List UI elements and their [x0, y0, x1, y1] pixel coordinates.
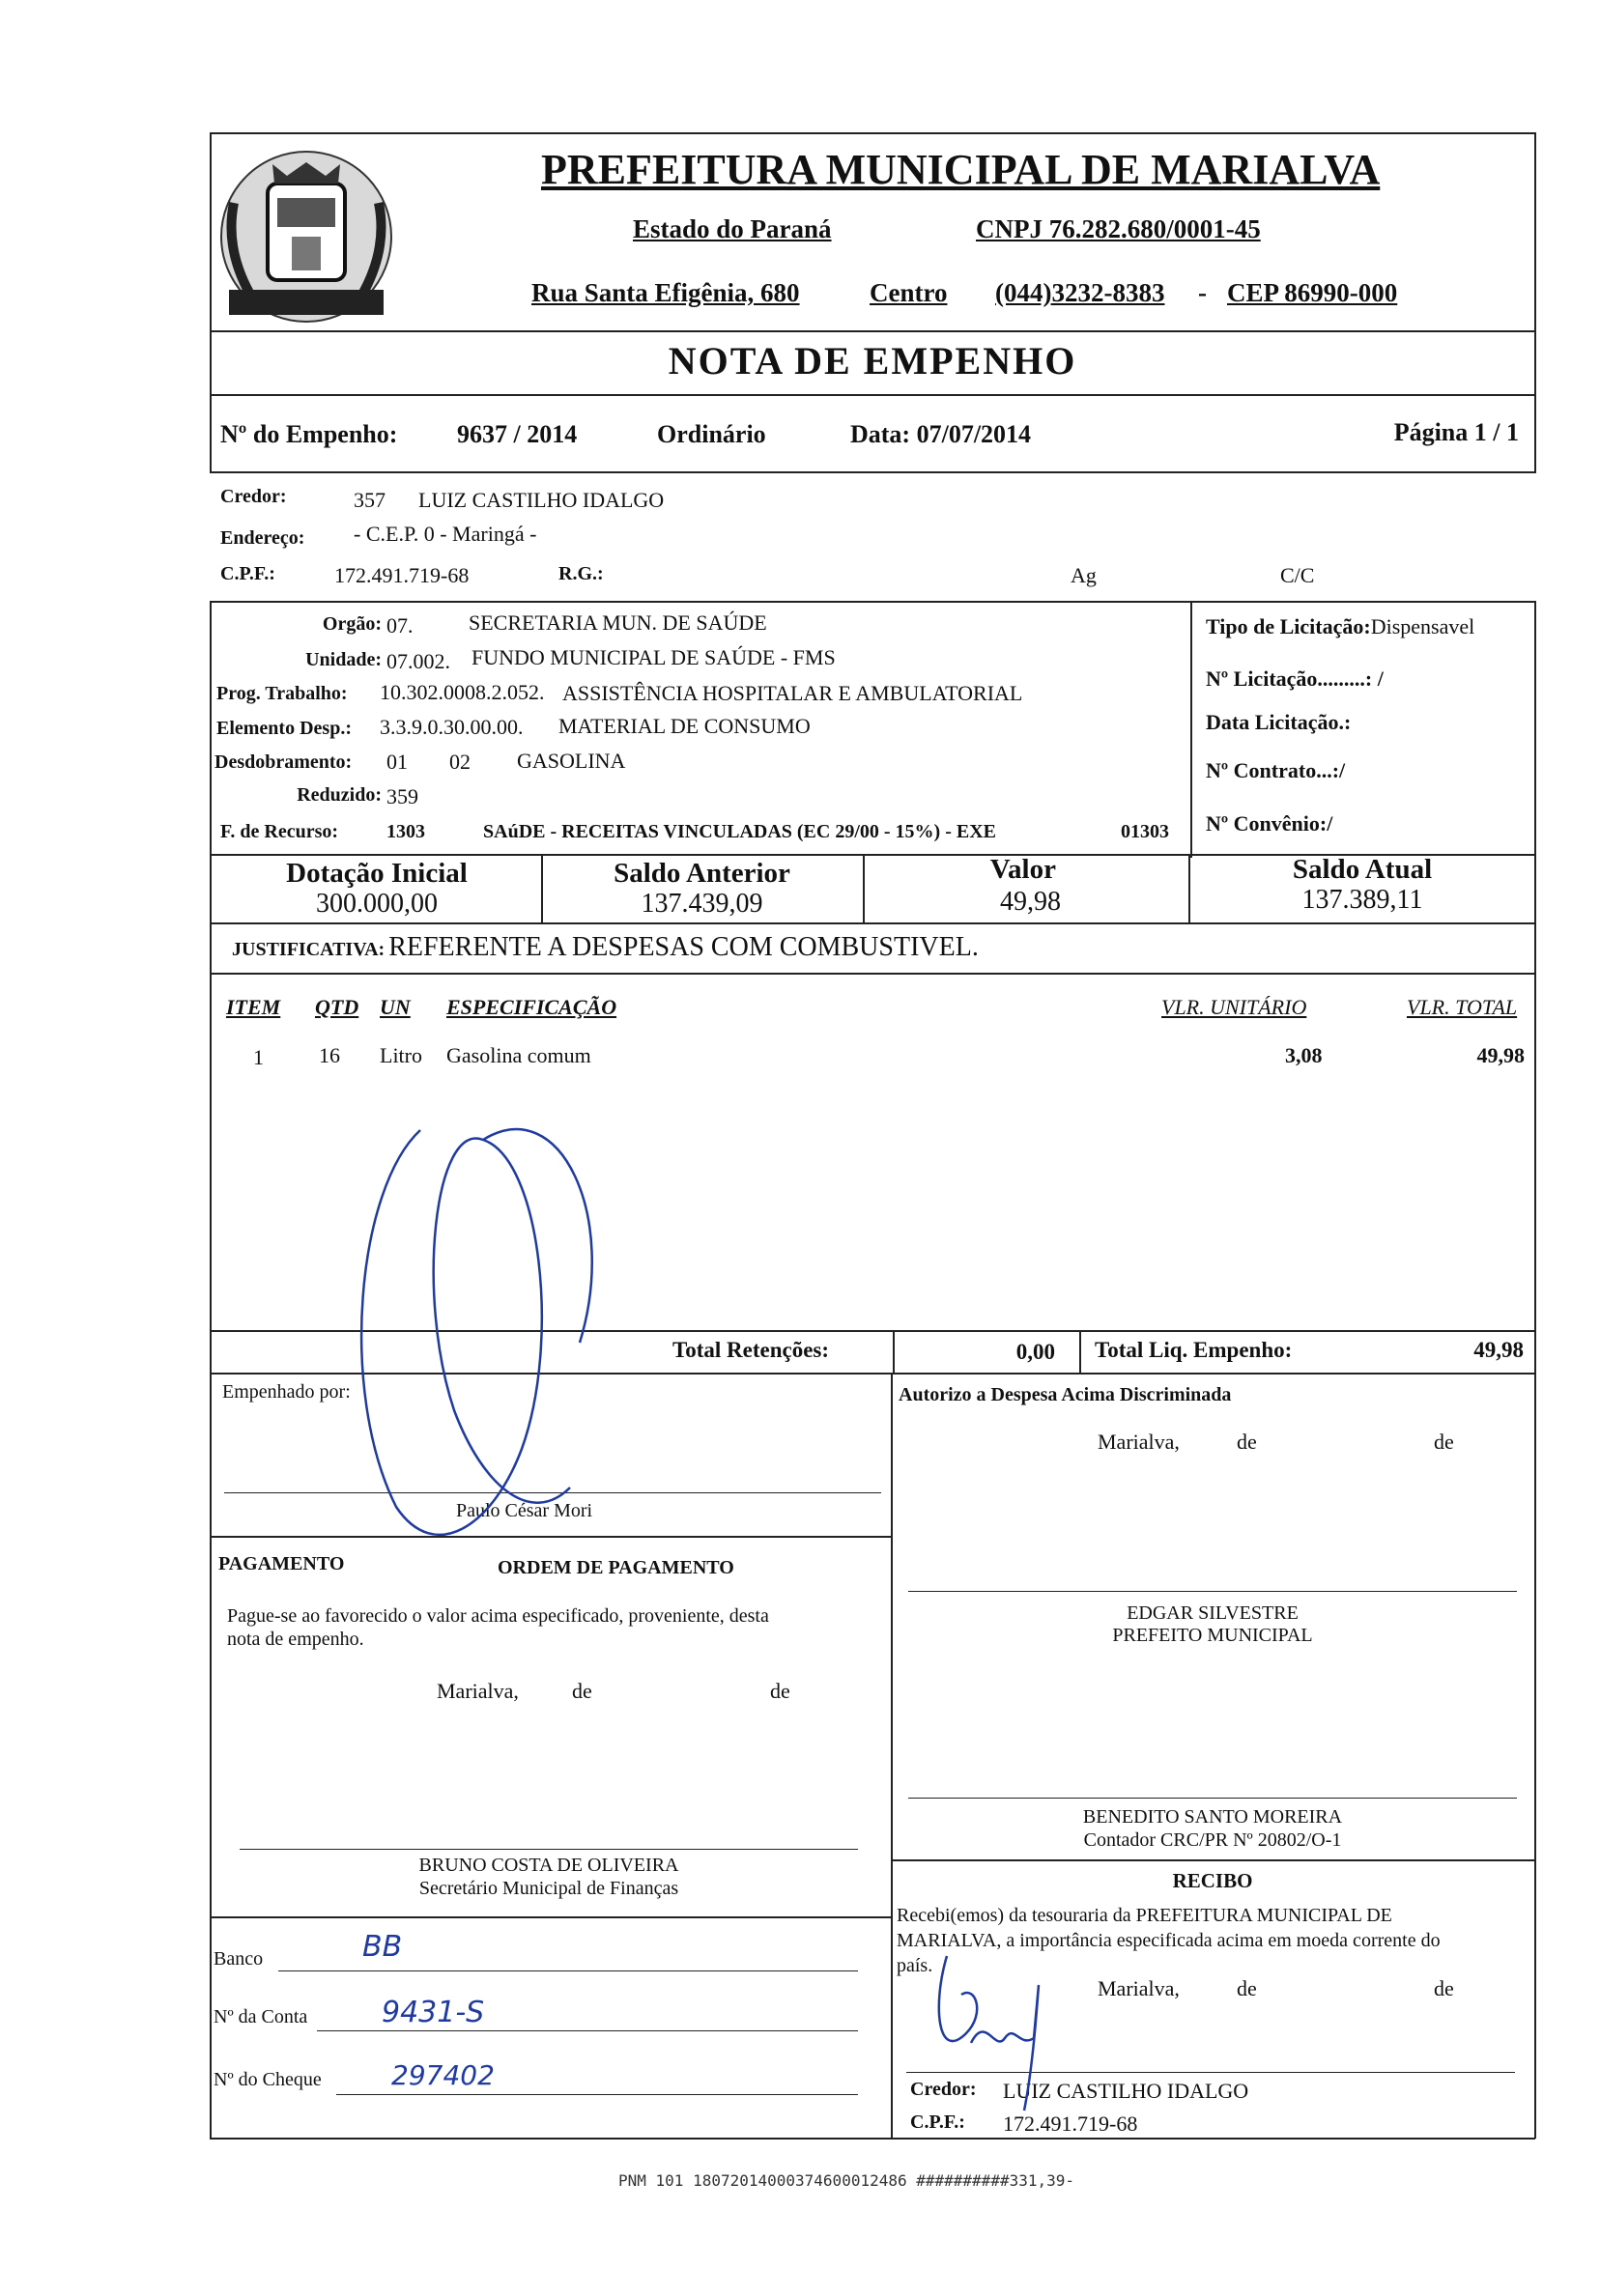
endereco-label: Endereço:	[220, 527, 305, 549]
credor-nome: LUIZ CASTILHO IDALGO	[418, 488, 665, 512]
recibo-texto-3: país.	[897, 1955, 933, 1976]
credor-endereco: - C.E.P. 0 - Maringá -	[354, 522, 537, 546]
elemento-nome: MATERIAL DE CONSUMO	[558, 714, 811, 738]
ordem-texto-2: nota de empenho.	[227, 1629, 364, 1650]
recibo-de-2: de	[1434, 1976, 1454, 2000]
saldo-anterior: 137.439,09	[641, 889, 763, 919]
recibo-titulo: RECIBO	[1172, 1869, 1253, 1892]
cnpj: CNPJ 76.282.680/0001-45	[976, 214, 1261, 243]
convenio: Nº Convênio:/	[1206, 811, 1333, 836]
ordem-texto-1: Pague-se ao favorecido o valor acima especificado, proveniente, desta	[227, 1605, 769, 1627]
prog-cod: 10.302.0008.2.052.	[380, 680, 545, 704]
desdobramento-label: Desdobramento:	[214, 751, 353, 773]
justificativa-texto: REFERENTE A DESPESAS COM COMBUSTIVEL.	[388, 932, 979, 962]
page: PREFEITURA MUNICIPAL DE MARIALVA Estado do Paraná CNPJ 76.282.680/0001-45 Rua Santa Efigênia, 680 Centro (044)3232-8383 - CEP 86990-000 NOTA DE EMPENHO Nº do Empenho: 9637 / 2014 Ordinário Data: 07/07/2014 Página 1 / 1 Credor: 357 LUIZ CASTILHO IDALGO Endereço: - C.E.P. 0 - Maringá - C.P.F.: 172.491.719-68 R.G.: Ag C/C Orgão: 07. SECRETARIA MUN. DE SAÚDE Unidade: 07.002. FUNDO MUNICIPAL DE SAÚDE - FMS Prog. Trabalho: 10.302.0008.2.052. ASSISTÊNCIA HOSPITALAR E AMBULATORIAL Elemento Desp.: 3.3.9.0.30.00.00. MATERIAL DE CONSUMO Desdobramento: 01 02 GASOLINA Reduzido: 359 F. de Recurso: 1303 SAúDE - RECEITAS VINCULADAS (EC 29/00 - 15%) - EXE 01303 Tipo de Licitação:Dispensavel Nº Licitação.........: / Data Licitação.: Nº Contrato...:/ Nº Convênio:/ Dotação Inicial 300.000,00 Saldo Anterior 137.439,09 Valor 49,98 Saldo Atual 137.389,11 JUSTIFICATIVA: REFERENTE A DESPESAS COM COMBUSTIVEL. ITEM QTD UN ESPECIFICAÇÃO VLR. UNITÁRIO VLR. TOTAL 1 16 Litro Gasolina comum 3,08 49,98 Total Retenções: 0,00 Total Liq. Empenho: 49,98 Empenhado por: Paulo César Mori PAGAMENTO ORDEM DE PAGAMENTO Pague-se ao favorecido o valor acima especificado, proveniente, desta nota de empenho. Marialva, de de BRUNO COSTA DE OLIVEIRA Secretário Municipal de Finanças Banco BB Nº da Conta 9431-S Nº do Cheque 297402 Autorizo a Despesa Acima Discriminada Marialva, de de EDGAR SILVESTRE PREFEITO MUNICIPAL BENEDITO SANTO MOREIRA Contador CRC/PR Nº 20802/O-1 RECIBO Recebi(emos) da tesouraria da PREFEITURA MUNICIPAL DE MARIALVA, a importância especificada acima em moeda corrente do país. Marialva, de de Credor: LUIZ CASTILHO IDALGO C.P.F.: 172.491.719-68 PNM 101 18072014000374600012486 ##########331,39-	[0, 0, 1600, 2296]
endereco-prefeitura: Rua Santa Efigênia, 680	[531, 278, 800, 307]
brasao-emblem	[214, 145, 398, 338]
tipo-licitacao-label: Tipo de Licitação:	[1206, 614, 1371, 638]
recibo-cpf-label: C.P.F.:	[910, 2112, 965, 2133]
conta-valor: 9431-S	[382, 1996, 485, 2029]
prog-label: Prog. Trabalho:	[216, 683, 348, 704]
saldo-atual: 137.389,11	[1301, 885, 1423, 915]
unidade-label: Unidade:	[305, 649, 382, 670]
empenho-pagina: Página 1 / 1	[1393, 418, 1519, 446]
recibo-texto-1: Recebi(emos) da tesouraria da PREFEITURA MUNICIPAL DE	[897, 1905, 1392, 1926]
col-vlr-total: VLR. TOTAL	[1407, 995, 1518, 1019]
orgao-label: Orgão:	[322, 613, 382, 635]
conta-label: Nº da Conta	[214, 2006, 308, 2027]
prog-nome: ASSISTÊNCIA HOSPITALAR E AMBULATORIAL	[562, 681, 1023, 705]
row-espec: Gasolina comum	[446, 1043, 591, 1067]
autorizo-cidade: Marialva,	[1098, 1430, 1180, 1454]
cheque-label: Nº do Cheque	[214, 2069, 322, 2090]
desd-nome: GASOLINA	[517, 749, 626, 773]
recurso-label: F. de Recurso:	[220, 821, 339, 842]
cep: CEP 86990-000	[1227, 278, 1398, 307]
secretario-cargo: Secretário Municipal de Finanças	[418, 1878, 679, 1899]
orgao-nome: SECRETARIA MUN. DE SAÚDE	[469, 610, 767, 635]
banco-label: Banco	[214, 1948, 264, 1970]
banco-valor: BB	[362, 1930, 403, 1964]
ordem-pagamento-label: ORDEM DE PAGAMENTO	[498, 1557, 734, 1578]
autorizo-de-1: de	[1237, 1430, 1257, 1454]
recibo-texto-2: MARIALVA, a importância especificada acima em moeda corrente do	[897, 1930, 1441, 1951]
prefeito-cargo: PREFEITO MUNICIPAL	[1112, 1625, 1313, 1646]
reduzido: 359	[386, 784, 418, 808]
recurso-cod2: 01303	[1121, 821, 1169, 842]
autorizo-de-2: de	[1434, 1430, 1454, 1454]
desd-2: 02	[449, 750, 471, 774]
tipo-licitacao: Dispensavel	[1370, 614, 1475, 638]
credor-label: Credor:	[220, 486, 287, 507]
row-un: Litro	[380, 1043, 422, 1067]
valor-label: Valor	[989, 854, 1056, 885]
justificativa-label: JUSTIFICATIVA:	[232, 939, 386, 960]
rodape-codigo: PNM 101 18072014000374600012486 ##########331,39-	[618, 2171, 1075, 2190]
elemento-cod: 3.3.9.0.30.00.00.	[380, 715, 524, 739]
liquido-label: Total Liq. Empenho:	[1095, 1338, 1293, 1362]
ag-label: Ag	[1071, 563, 1097, 587]
recibo-de-1: de	[1237, 1976, 1257, 2000]
col-vlr-unitario: VLR. UNITÁRIO	[1161, 995, 1307, 1019]
recibo-cpf: 172.491.719-68	[1003, 2112, 1138, 2136]
row-qtd: 16	[319, 1043, 340, 1067]
ordem-de-1: de	[572, 1679, 592, 1703]
unidade-nome: FUNDO MUNICIPAL DE SAÚDE - FMS	[471, 645, 836, 669]
licitacao-numero: Nº Licitação.........: /	[1206, 666, 1384, 691]
signature-recibo	[928, 1869, 1092, 2120]
saldo-anterior-label: Saldo Anterior	[614, 858, 790, 889]
secretario-nome: BRUNO COSTA DE OLIVEIRA	[418, 1855, 679, 1876]
col-especificacao: ESPECIFICAÇÃO	[446, 995, 617, 1019]
col-qtd: QTD	[315, 995, 359, 1019]
recurso-cod: 1303	[386, 821, 425, 842]
bairro: Centro	[870, 278, 948, 307]
recibo-credor: LUIZ CASTILHO IDALGO	[1003, 2079, 1249, 2103]
doc-title: NOTA DE EMPENHO	[668, 339, 1077, 383]
contador-cargo: Contador CRC/PR Nº 20802/O-1	[1083, 1829, 1342, 1851]
unidade-cod: 07.002.	[386, 649, 450, 673]
estado: Estado do Paraná	[633, 214, 832, 243]
col-item: ITEM	[226, 995, 281, 1019]
credor-cpf: 172.491.719-68	[334, 563, 470, 587]
valor: 49,98	[1000, 887, 1061, 917]
desd-1: 01	[386, 750, 408, 774]
pagamento-label: PAGAMENTO	[218, 1553, 345, 1574]
saldo-atual-label: Saldo Atual	[1292, 854, 1433, 885]
rg-label: R.G.:	[558, 563, 604, 584]
cheque-valor: 297402	[391, 2059, 495, 2091]
reduzido-label: Reduzido:	[297, 784, 382, 806]
retencoes: 0,00	[1015, 1340, 1055, 1364]
cpf-label: C.P.F.:	[220, 563, 275, 584]
col-un: UN	[380, 995, 411, 1019]
ordem-de-2: de	[770, 1679, 790, 1703]
elemento-label: Elemento Desp.:	[216, 718, 352, 739]
cc-label: C/C	[1280, 563, 1315, 587]
recibo-cidade: Marialva,	[1098, 1976, 1180, 2000]
credor-codigo: 357	[354, 488, 386, 512]
empenho-numero: 9637 / 2014	[457, 420, 578, 448]
prefeito-nome: EDGAR SILVESTRE	[1127, 1602, 1299, 1624]
orgao-cod: 07.	[386, 613, 414, 638]
licitacao-data: Data Licitação.:	[1206, 710, 1352, 734]
signature-empenhado-por	[338, 1101, 628, 1555]
retencoes-label: Total Retenções:	[672, 1338, 830, 1362]
row-vlr-total: 49,98	[1476, 1043, 1525, 1067]
contador-nome: BENEDITO SANTO MOREIRA	[1082, 1806, 1343, 1828]
contrato: Nº Contrato...:/	[1206, 758, 1346, 782]
empenho-numero-label: Nº do Empenho:	[220, 420, 398, 448]
empenho-tipo: Ordinário	[657, 420, 766, 448]
autorizo-label: Autorizo a Despesa Acima Discriminada	[899, 1384, 1232, 1405]
liquido: 49,98	[1473, 1338, 1524, 1362]
dotacao-inicial-label: Dotação Inicial	[286, 858, 468, 889]
empenho-data: Data: 07/07/2014	[850, 420, 1032, 448]
empenhado-por-label: Empenhado por:	[222, 1381, 351, 1403]
dotacao-inicial: 300.000,00	[316, 889, 438, 919]
ordem-cidade: Marialva,	[437, 1679, 519, 1703]
telefone: (044)3232-8383	[995, 278, 1165, 307]
prefeitura-title: PREFEITURA MUNICIPAL DE MARIALVA	[541, 146, 1381, 193]
recibo-credor-label: Credor:	[910, 2079, 977, 2100]
row-vlr-unitario: 3,08	[1285, 1043, 1323, 1067]
empenhado-por-nome: Paulo César Mori	[456, 1500, 593, 1521]
row-item: 1	[253, 1045, 264, 1069]
recurso-nome: SAúDE - RECEITAS VINCULADAS (EC 29/00 - 15%) - EXE	[483, 821, 996, 842]
